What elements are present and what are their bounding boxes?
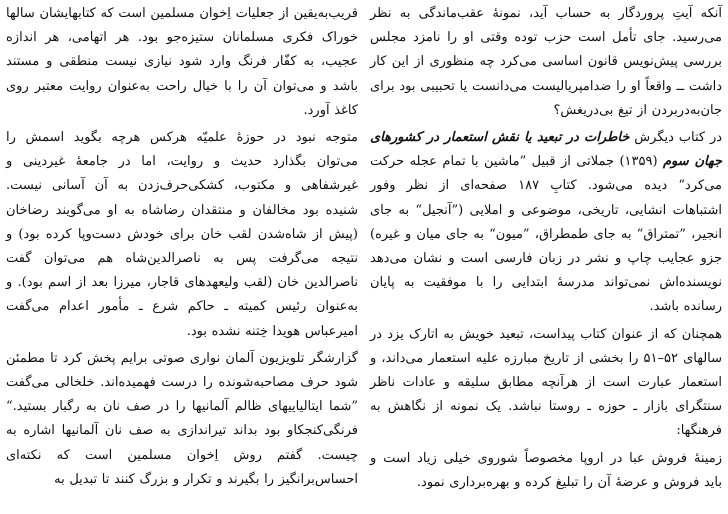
- book-title: خاطرات در تبعید یا نقش استعمار در کشورهای جهان سوم: [370, 130, 722, 170]
- left-paragraph-3: گزارشگر تلویزیون آلمان نواری صوتی برایم پخش کرد تا مطمئن شود حرف مصاحبه‌شونده را درست فهمیده‌اند. خلخالی می‌گفت ”شما ایتالیاییهای ظالم آلمانیها را در صف نان به رگبار بستید.“ فرنگی‌کنجکاو بود بداند تیراندازی به صف نان آلمانیها اشاره به چیست. گفتم روش اِخوان مسلمین است که نکته‌ای احساس‌برانگیز را بگیرند و تکرار و بزرگ کنند تا تبدیل به: [6, 350, 358, 487]
- right-paragraph-2-intro: در کتاب دیگرش: [629, 130, 723, 146]
- left-paragraph-2: متوجه نبود در حوزهٔ علمیّه هرکس هرچه بگوید اسمش را می‌توان بگذارد حدیث و روایت، اما در جامعهٔ غیردینی و غیرشفاهی و مکتوب، کشکی‌حرف‌زدن به آن آسانی نیست. شنیده بود مخالفان و منتقدان رضاشاه به او می‌گویند رضاخان (پیش از شاه‌شدن لقب خان برای خودش دست‌وپا کرده بود) و نتیجه می‌گرفت پس به ناصرالدین‌شاه هم می‌توان گفت ناصرالدین خان (لقب ولیعهدهای قاجار، میرزا بعد از اسم بود). و به‌عنوان رئیس کمیته ـ حاکم شرع ـ مأمور اعدام می‌گفت امیرعباس هویدا خِتنه نشده بود.: [6, 130, 358, 339]
- right-paragraph-4-quote: زمینهٔ فروش عبا در اروپا مخصوصاً شوروی خیلی زیاد است و باید فروش و عرضهٔ آن را تبلیغ کرده و بهره‌برداری نمود.: [370, 450, 722, 490]
- right-text-column: [370, 2, 722, 498]
- right-paragraph-2: [370, 126, 722, 320]
- left-paragraph-1: قریب‌به‌یقین از جعلیات اِخوان مسلمین است که کتابهایشان سالها خوراک فکری مسلمانان ستیزه‌جو بود. هر اتهامی، هر اندازه عجیب، به کفّار فرنگ وارد شود نیازی نیست منطقی و مستند باشد و می‌توان آن را با خیال راحت به‌عنوان روایت معتبر روی کاغذ آورد.: [6, 6, 358, 118]
- right-paragraph-2-body: (۱۳۵۹) جملاتی از قبیل ”ماشین با تمام عجله حرکت می‌کرد“ دیده می‌شود. کتابِ ۱۸۷ صفحه‌ای از نظر وفور اشتباهات انشایی، تاریخی، موضوعی و املایی (”آنجیل“ به جای انجیر، ”تمتراق“ به جای طمطراق، ”میون“ به جای میان و غیره) جزو عجایب چاپ و نشر در زبان فارسی است و نشان می‌دهد نویسنده‌اش نمی‌تواند مدرسهٔ ابتدایی را با موفقیت به پایان رسانده باشد.: [370, 154, 723, 315]
- right-paragraph-1: آنکه آیتِ پروردگار به حساب آید، نمونهٔ عقب‌ماندگی به نظر می‌رسید. جای تأمل است حزب توده وقتی او را نامزد مجلس بررسی پیش‌نویس قانون اساسی می‌کرد چه منظوری از این کار داشت ــ واقعاً او را ضدامپریالیست می‌دانست یا تحبیبی بود برای جان‌به‌دربردن از تیغ بی‌دریغش؟: [370, 6, 722, 118]
- left-text-column: [6, 2, 358, 495]
- right-paragraph-3: همچنان که از عنوان کتاب پیداست، تبعید خویش به اتارک یزد در سالهای ۵۲–۵۱ را بخشی از تاریخ مبارزه علیه استعمار می‌داند، و استعمار عبارت است از هرآنچه مطابق سلیقه و عادات ناظر سنتگرای بازار ـ حوزه ـ روستا نباشد. یک نمونه از نگاهش به فرهنگها:: [370, 326, 723, 439]
